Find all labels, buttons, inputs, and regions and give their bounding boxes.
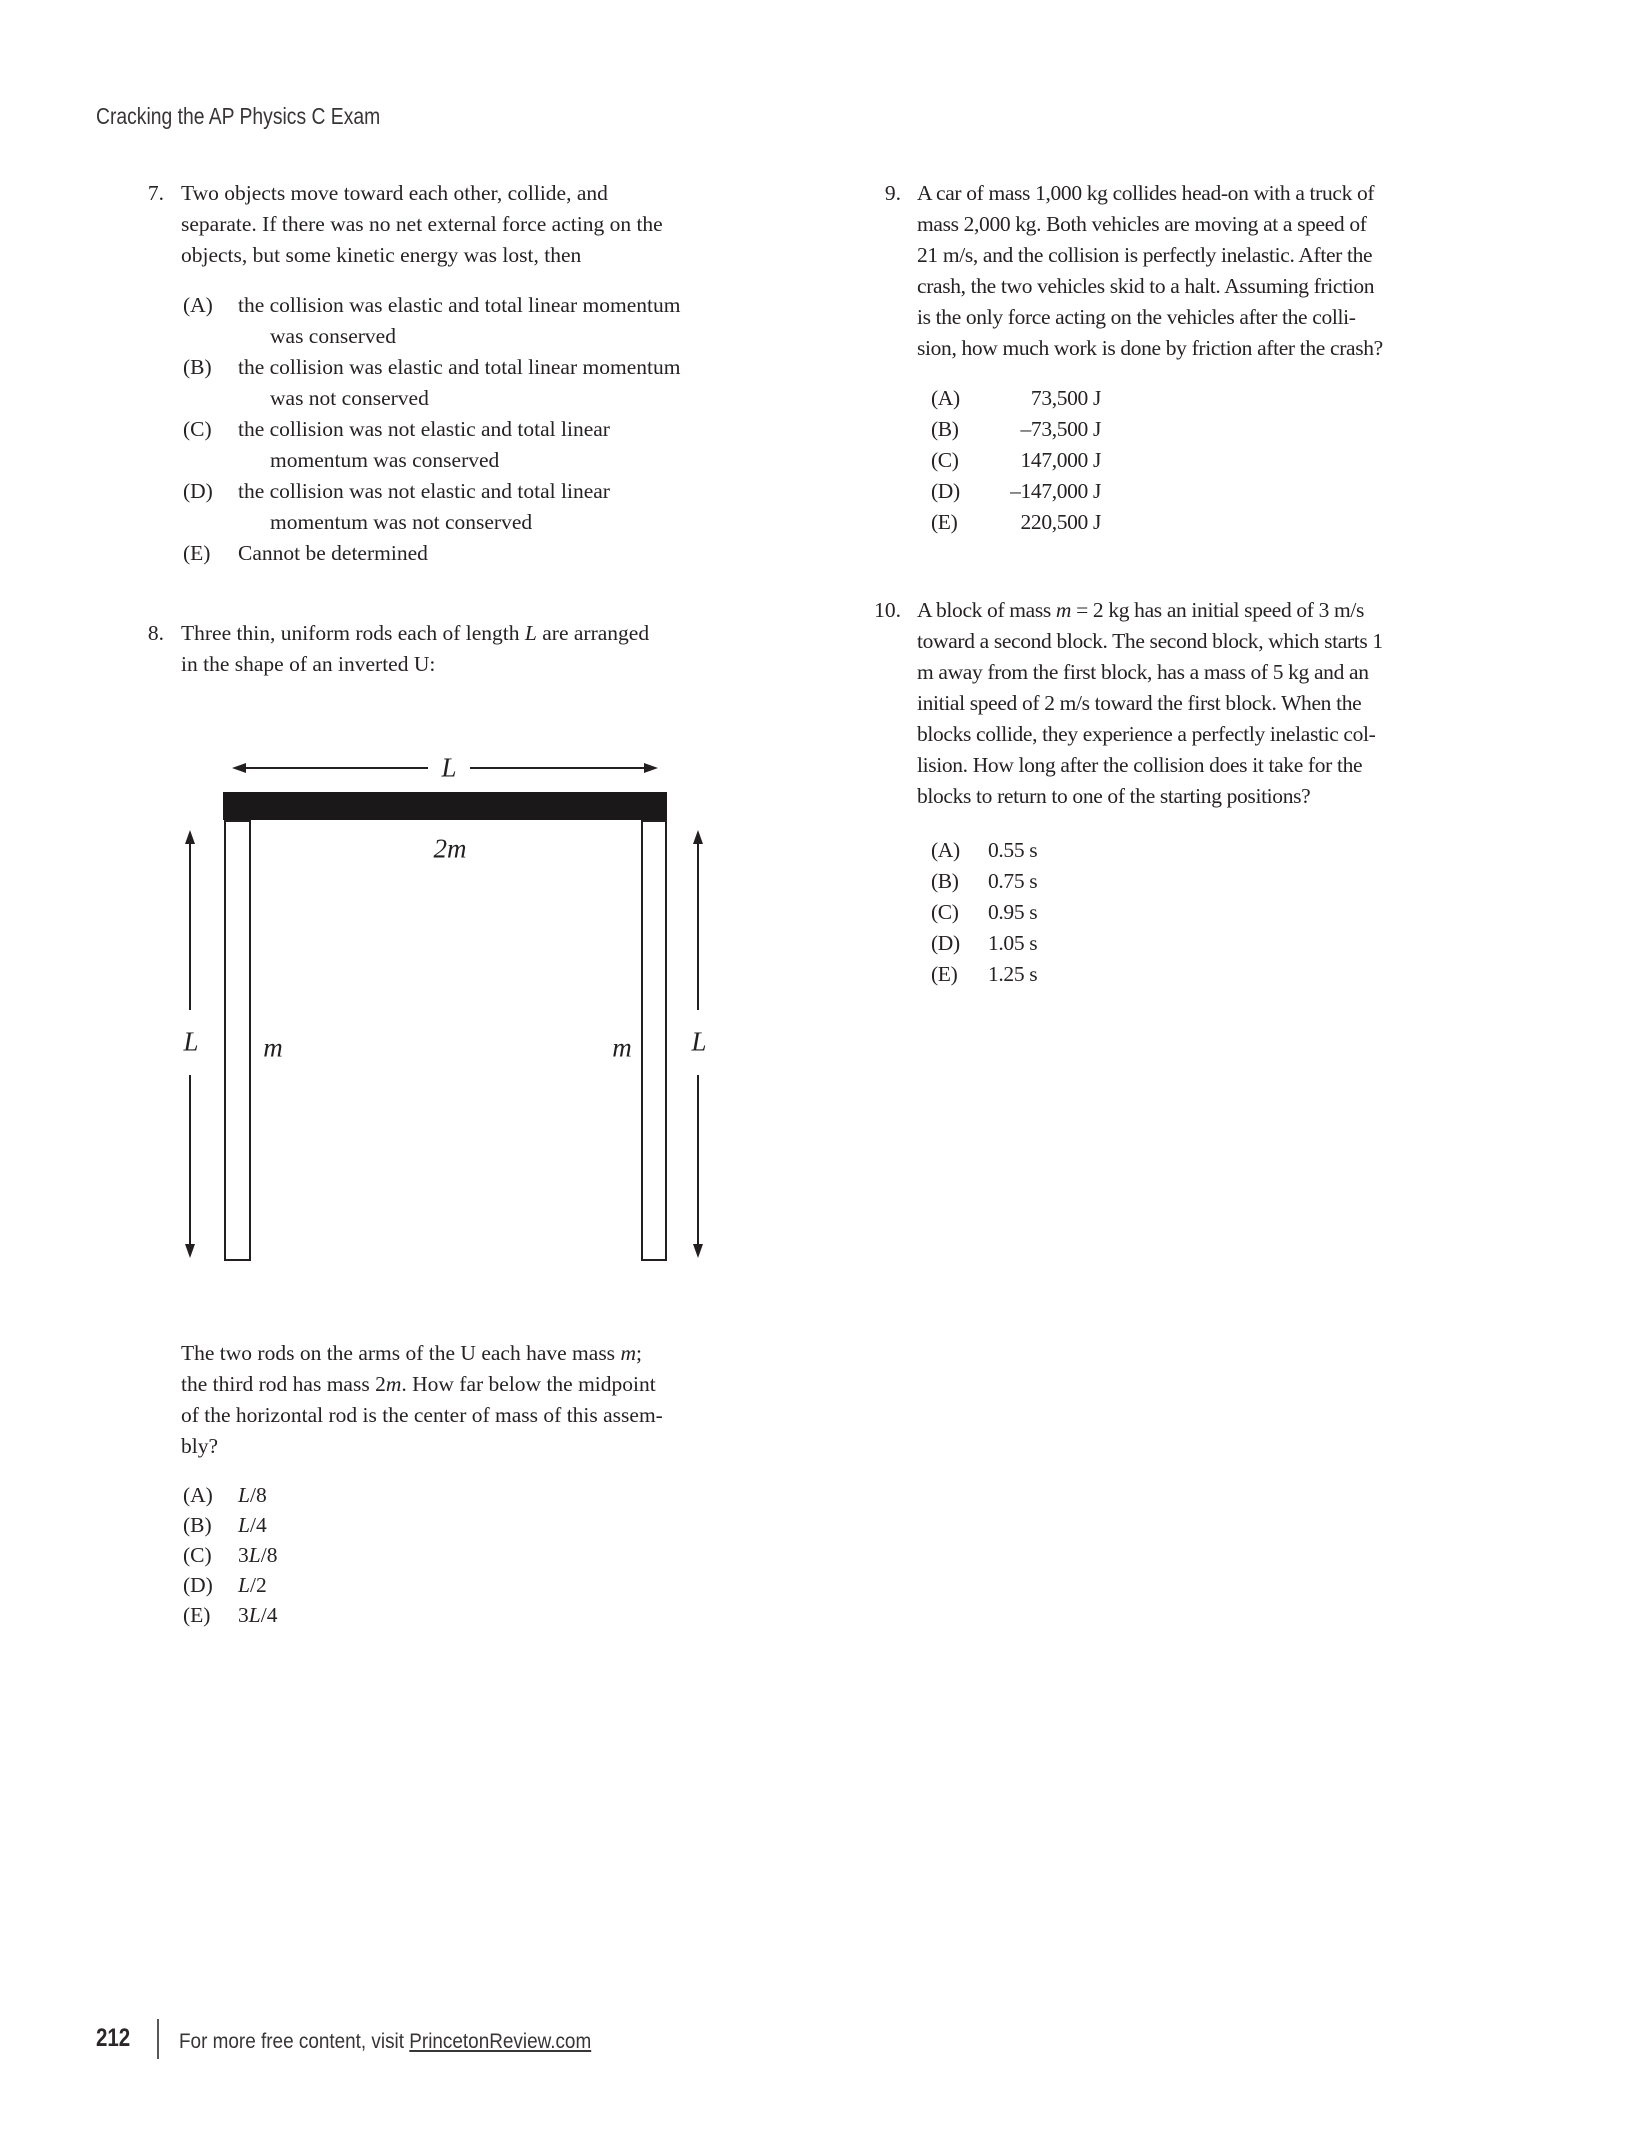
option-row [181,476,781,538]
left-length-arrow [189,842,191,1010]
option-row [181,1510,581,1540]
option-letter: (C) [183,417,212,441]
option-row [181,290,781,352]
option-letter: (D) [931,931,960,955]
option-row [181,1540,581,1570]
option-letter: (A) [931,838,960,862]
option-row [181,1600,581,1630]
option-value: 220,500 J [1020,510,1101,534]
option-letter: (B) [183,355,212,379]
question-9-number: 9. [884,181,901,205]
question-7-text: Two objects move toward each other, collide, and separate. If there was no net external force acting on the objects, but some kinetic energy was lost, then [181,181,663,267]
question-8-number: 8. [147,621,164,645]
option-letter: (B) [931,417,959,441]
top-rod-mass-label: 2m [433,833,467,864]
left-length-arrow [189,1075,191,1246]
question-9-options [917,383,1237,538]
option-value: –147,000 J [1010,479,1101,503]
option-letter: (D) [183,1573,213,1597]
option-value: 0.95 s [988,900,1038,924]
option-row [181,538,781,569]
option-text: the collision was not elastic and total linear momentum was not conserved [238,479,610,534]
footer-text [179,2029,591,2054]
option-row [917,835,1237,866]
page-number: 212 [96,2024,131,2052]
option-letter: (E) [183,1603,211,1627]
option-row [917,507,1237,538]
option-letter: (A) [183,293,213,317]
question-8-options [181,1480,581,1630]
option-value: 0.75 s [988,869,1038,893]
option-value: 73,500 J [1030,386,1101,410]
option-value: 1.05 s [988,931,1038,955]
question-10-text: A block of mass m = 2 kg has an initial speed of 3 m/s toward a second block. The second block, which starts 1 m away from the first block, has a mass of 5 kg and an initial speed of 2 m/s toward the first block. When the blocks collide, they experience a perfectly inelastic col- lision. How long after the collision does it take for the blocks to return to one of the starting positions? [917,598,1383,808]
option-letter: (C) [931,900,959,924]
option-letter: (C) [931,448,959,472]
option-letter: (D) [183,479,213,503]
footer-text-label: For more free content, visit [179,2029,410,2053]
option-row [917,959,1237,990]
option-row [917,445,1237,476]
question-7-options [181,290,781,569]
option-row [917,897,1237,928]
right-vertical-rod [641,820,667,1261]
option-letter: (B) [183,1513,212,1537]
option-row [181,352,781,414]
arrowhead-down-icon [693,1244,703,1258]
option-text: the collision was elastic and total linear momentum was not conserved [238,355,681,410]
option-row [181,1480,581,1510]
option-text: L/4 [238,1513,267,1537]
option-row [917,476,1237,507]
option-row [917,414,1237,445]
left-rod-mass-label: m [263,1032,283,1063]
horizontal-rod [223,792,667,820]
option-row [917,866,1237,897]
question-10-number: 10. [874,598,901,622]
top-length-label: L [441,752,457,783]
option-value: 0.55 s [988,838,1038,862]
option-text: L/2 [238,1573,267,1597]
option-letter: (A) [931,386,960,410]
option-value: –73,500 J [1020,417,1101,441]
left-vertical-rod [224,820,251,1261]
question-9-text: A car of mass 1,000 kg collides head-on with a truck of mass 2,000 kg. Both vehicles are moving at a speed of 21 m/s, and the collision is perfectly inelastic. After the crash, the two vehicles skid to a halt. Assuming friction is the only force acting on the vehicles after the colli- sion, how much work is done by friction after the crash? [917,181,1383,360]
option-row [181,414,781,476]
question-7-number: 7. [147,181,164,205]
footer-divider [157,2019,159,2059]
option-row [917,383,1237,414]
option-row [917,928,1237,959]
option-text: the collision was not elastic and total linear momentum was conserved [238,417,610,472]
option-text: 3L/4 [238,1603,278,1627]
inverted-u-diagram [170,745,730,1275]
option-letter: (E) [183,541,211,565]
princeton-review-link[interactable]: PrincetonReview.com [409,2029,592,2053]
top-length-arrow [470,767,644,769]
right-rod-mass-label: m [612,1032,632,1063]
arrowhead-down-icon [185,1244,195,1258]
option-letter: (C) [183,1543,212,1567]
question-8-continued-text: The two rods on the arms of the U each have mass m; the third rod has mass 2m. How far below the midpoint of the horizontal rod is the center of mass of this assem- bly? [181,1341,663,1458]
option-text: 3L/8 [238,1543,278,1567]
option-row [181,1570,581,1600]
top-length-arrow [244,767,428,769]
right-length-arrow [697,1075,699,1246]
option-text: Cannot be determined [238,541,428,565]
right-length-label: L [691,1026,707,1057]
arrowhead-right-icon [644,763,658,773]
option-letter: (B) [931,869,959,893]
option-value: 1.25 s [988,962,1038,986]
right-length-arrow [697,842,699,1010]
running-head-book-title: Cracking the AP Physics C Exam [96,103,381,129]
option-letter: (E) [931,962,958,986]
question-10-options [917,835,1237,990]
option-letter: (E) [931,510,958,534]
option-text: the collision was elastic and total linear momentum was conserved [238,293,681,348]
question-8-text: Three thin, uniform rods each of length L are arranged in the shape of an inverted U: [181,621,650,676]
left-length-label: L [183,1026,199,1057]
option-text: L/8 [238,1483,267,1507]
option-letter: (D) [931,479,960,503]
option-letter: (A) [183,1483,213,1507]
option-value: 147,000 J [1020,448,1101,472]
